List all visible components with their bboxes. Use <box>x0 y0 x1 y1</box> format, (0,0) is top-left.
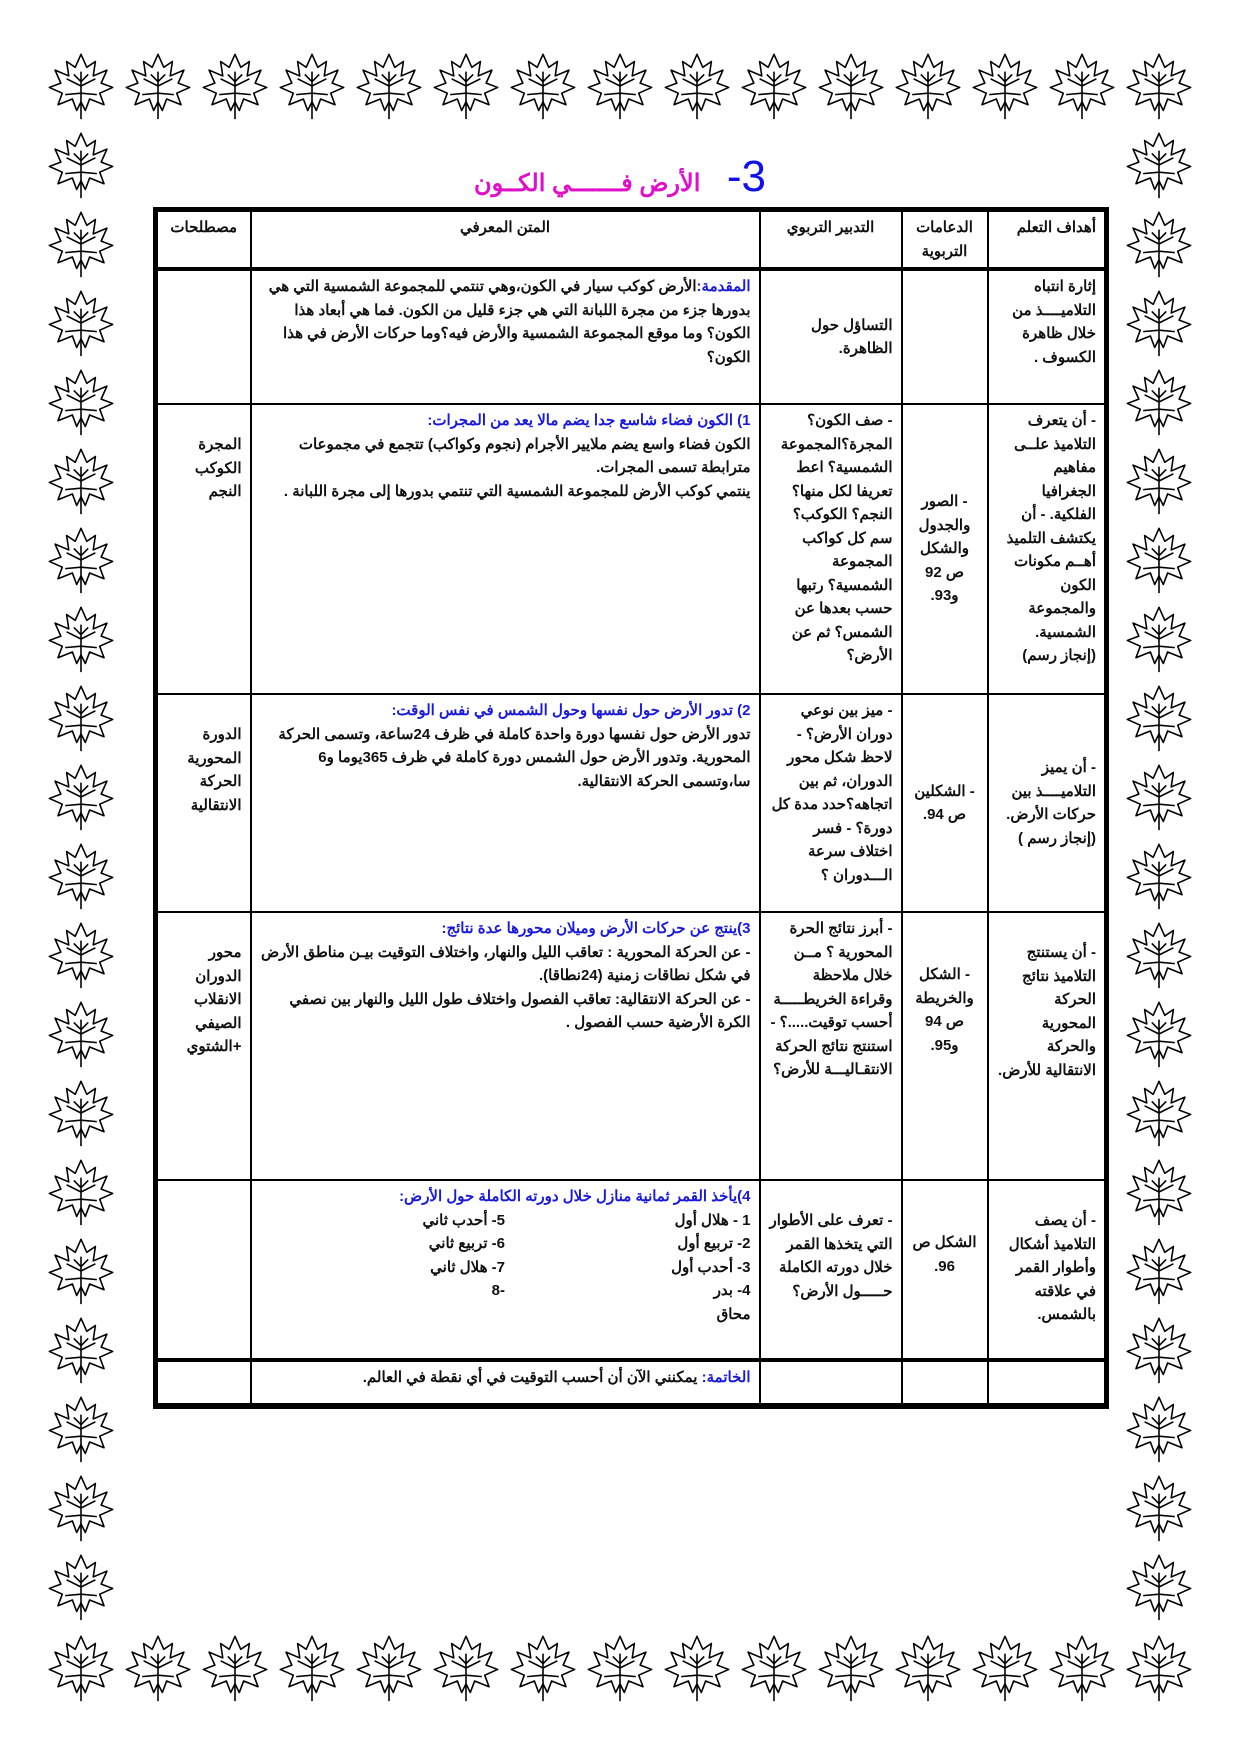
management-cell <box>760 1360 902 1406</box>
section-heading: 1) الكون فضاء شاسع جدا يضم مالا يعد من المجرات: <box>427 412 751 429</box>
maple-leaf-icon <box>1123 1472 1195 1544</box>
conclusion-row <box>156 1360 1107 1406</box>
maple-leaf-icon <box>45 50 117 122</box>
maple-leaf-icon <box>276 50 348 122</box>
content-paragraph: - عن الحركة الانتقالية: تعاقب الفصول واختلاف طول الليل والنهار بين نصفي الكرة الأرضية حسب الفصول . <box>289 990 751 1031</box>
supports-cell <box>902 269 988 404</box>
maple-leaf-icon <box>45 840 117 912</box>
management-cell: - أبرز نتائج الحرة المحورية ؟ مــن خلال ملاحظة وقراءة الخريطـــــة أحسب توقيت.....؟ - استنتج نتائج الحركة الانتقـاليـــة للأرض؟ <box>760 912 902 1180</box>
supports-cell: - الصور والجدول والشكل ص 92 و93. <box>902 404 988 694</box>
terms-cell: الدورة المحورية الحركة الانتقالية <box>156 694 251 912</box>
moon-phase: -8 <box>491 1282 505 1299</box>
maple-leaf-icon <box>1123 1235 1195 1307</box>
maple-leaf-icon <box>1123 1156 1195 1228</box>
table-row <box>156 912 1107 1180</box>
terms-cell: محور الدوران الانقلاب الصيفي +الشتوي <box>156 912 251 1180</box>
supports-cell <box>902 1360 988 1406</box>
lesson-plan-table <box>153 207 1109 1409</box>
supports-cell: - الشكل والخريطة ص 94 و95. <box>902 912 988 1180</box>
goals-cell: - أن يميز التلاميــــذ بين حركات الأرض. (إنجاز رسم ) <box>988 694 1107 912</box>
management-cell: - صف الكون؟ المجرة؟المجموعة الشمسية؟ اعط تعريفا لكل منها؟ النجم؟ الكوكب؟ سم كل كواكب المجموعة الشمسية؟ رتبها حسب بعدها عن الشمس؟ ثم عن الأرض؟ <box>760 404 902 694</box>
maple-leaf-icon <box>45 603 117 675</box>
maple-leaf-icon <box>353 50 425 122</box>
moon-phase: 3- أحدب أول <box>671 1258 751 1276</box>
moon-phase: 6- تربيع ثاني <box>428 1235 505 1252</box>
goals-cell: إثارة انتباه التلاميــــذ من خلال ظاهرة الكسوف . <box>988 269 1107 404</box>
conclusion-label: الخاتمة: <box>701 1369 751 1386</box>
moon-phase: 7- هلال ثاني <box>430 1258 505 1276</box>
maple-leaf-icon <box>45 1156 117 1228</box>
maple-leaf-icon <box>507 50 579 122</box>
moon-phases-column-2 <box>260 1209 506 1327</box>
intro-label: المقدمة: <box>696 278 751 295</box>
maple-leaf-icon <box>45 445 117 517</box>
maple-leaf-icon <box>1123 445 1195 517</box>
maple-leaf-icon <box>199 1632 271 1704</box>
maple-leaf-icon <box>1123 1077 1195 1149</box>
maple-leaf-icon <box>45 1314 117 1386</box>
maple-leaf-icon <box>430 1632 502 1704</box>
content-paragraph: - عن الحركة المحورية : تعاقب الليل والنهار، واختلاف التوقيت بيـن مناطق الأرض في شكل نطاقات زمنية (24نطاقا). <box>261 943 751 984</box>
maple-leaf-icon <box>122 50 194 122</box>
goals-cell: - أن يصف التلاميذ أشكال وأطوار القمر في علاقته بالشمس. <box>988 1180 1107 1360</box>
section-heading: 2) تدور الأرض حول نفسها وحول الشمس في نفس الوقت: <box>391 702 751 719</box>
maple-leaf-icon <box>1123 840 1195 912</box>
lesson-title-text: الأرض فـــــــي الكــون <box>474 170 701 197</box>
maple-leaf-icon <box>45 1632 117 1704</box>
maple-leaf-icon <box>1046 1632 1118 1704</box>
maple-leaf-icon <box>45 919 117 991</box>
maple-leaf-icon <box>584 1632 656 1704</box>
table-row <box>156 269 1107 404</box>
moon-phase: 1 - هلال أول <box>674 1211 751 1229</box>
maple-leaf-icon <box>892 50 964 122</box>
maple-leaf-icon <box>45 524 117 596</box>
moon-phase: 4- بدر <box>713 1282 751 1299</box>
supports-cell: - الشكلين ص 94. <box>902 694 988 912</box>
terms-cell <box>156 1180 251 1360</box>
section-heading: 4)يأخذ القمر ثمانية منازل خلال دورته الكاملة حول الأرض: <box>399 1188 751 1205</box>
maple-leaf-icon <box>45 287 117 359</box>
maple-leaf-icon <box>1123 998 1195 1070</box>
maple-leaf-icon <box>1123 1632 1195 1704</box>
maple-leaf-icon <box>892 1632 964 1704</box>
content-paragraph: الأرض كوكب سيار في الكون،وهي تنتمي للمجموعة الشمسية التي هي بدورها جزء من مجرة اللبانة التي هي جزء قليل من الكون. فما هي أبعاد هذا الكون؟ وما موقع المجموعة الشمسية والأرض فيه؟وما حركات الأرض في هذا الكون؟ <box>268 278 751 366</box>
maple-leaf-icon <box>122 1632 194 1704</box>
table-row <box>156 404 1107 694</box>
maple-leaf-icon <box>1123 603 1195 675</box>
section-heading: 3)ينتج عن حركات الأرض وميلان محورها عدة نتائج: <box>441 920 751 937</box>
moon-phase: 2- تربيع أول <box>677 1235 751 1252</box>
maple-leaf-icon <box>45 761 117 833</box>
goals-cell: - أن يستنتج التلاميذ نتائج الحركة المحورية والحركة الانتقالية للأرض. <box>988 912 1107 1180</box>
content-cell <box>251 912 760 1180</box>
maple-leaf-icon <box>1123 919 1195 991</box>
moon-phases-column-1 <box>505 1209 751 1327</box>
maple-leaf-icon <box>45 998 117 1070</box>
maple-leaf-icon <box>661 50 733 122</box>
header-supports: الدعامات التربوية <box>902 210 988 270</box>
maple-leaf-icon <box>430 50 502 122</box>
management-cell: - ميز بين نوعي دوران الأرض؟ - لاحظ شكل محور الدوران، ثم بين اتجاهه؟حدد مدة كل دورة؟ - فسر اختلاف سرعة الـــدوران ؟ <box>760 694 902 912</box>
conclusion-cell <box>251 1360 760 1406</box>
table-row <box>156 694 1107 912</box>
maple-leaf-icon <box>45 1393 117 1465</box>
content-cell <box>251 269 760 404</box>
maple-leaf-icon <box>1123 287 1195 359</box>
content-paragraph: تدور الأرض حول نفسها دورة واحدة كاملة في ظرف 24ساعة، وتسمى الحركة المحورية. وتدور الأرض حول الشمس دورة كاملة في ظرف 365يوما و6 سا،وتسمى الحركة الانتقالية. <box>278 725 751 790</box>
maple-leaf-icon <box>738 50 810 122</box>
maple-leaf-icon <box>45 1472 117 1544</box>
maple-leaf-icon <box>353 1632 425 1704</box>
maple-leaf-icon <box>1123 1314 1195 1386</box>
management-cell: التساؤل حول الظاهرة. <box>760 269 902 404</box>
maple-leaf-icon <box>507 1632 579 1704</box>
maple-leaf-icon <box>45 1235 117 1307</box>
moon-phase: 5- أحدب ثاني <box>422 1211 505 1229</box>
maple-leaf-icon <box>45 366 117 438</box>
goals-cell: - أن يتعرف التلاميذ علــى مفاهيم الجغرافيا الفلكية. - أن يكتشف التلميذ أهــم مكونات الكون والمجموعة الشمسية. (إنجاز رسم) <box>988 404 1107 694</box>
header-goals: أهداف التعلم <box>988 210 1107 270</box>
lesson-title <box>0 152 1240 202</box>
header-content: المتن المعرفي <box>251 210 760 270</box>
management-cell: - تعرف على الأطوار التي يتخذها القمر خلال دورته الكاملة حـــــول الأرض؟ <box>760 1180 902 1360</box>
moon-phases-list <box>260 1209 751 1327</box>
maple-leaf-icon <box>1123 1393 1195 1465</box>
content-paragraph: الكون فضاء واسع يضم ملايير الأجرام (نجوم وكواكب) تتجمع في مجموعات مترابطة تسمى المجرات. <box>298 435 751 476</box>
maple-leaf-icon <box>1123 50 1195 122</box>
maple-leaf-icon <box>199 50 271 122</box>
maple-leaf-icon <box>1123 761 1195 833</box>
maple-leaf-icon <box>45 682 117 754</box>
content-cell <box>251 404 760 694</box>
maple-leaf-icon <box>815 1632 887 1704</box>
terms-cell: المجرة الكوكب النجم <box>156 404 251 694</box>
maple-leaf-icon <box>276 1632 348 1704</box>
content-paragraph: ينتمي كوكب الأرض للمجموعة الشمسية التي تنتمي بدورها إلى مجرة اللبانة . <box>283 482 751 500</box>
header-management: التدبير التربوي <box>760 210 902 270</box>
maple-leaf-icon <box>1123 682 1195 754</box>
maple-leaf-icon <box>45 1077 117 1149</box>
content-cell <box>251 1180 760 1360</box>
table-row <box>156 1180 1107 1360</box>
terms-cell <box>156 269 251 404</box>
table-header-row <box>156 210 1107 270</box>
maple-leaf-icon <box>1123 524 1195 596</box>
maple-leaf-icon <box>661 1632 733 1704</box>
header-terms: مصطلحات <box>156 210 251 270</box>
content-cell <box>251 694 760 912</box>
maple-leaf-icon <box>1046 50 1118 122</box>
goals-cell <box>988 1360 1107 1406</box>
moon-phase: محاق <box>716 1305 751 1323</box>
maple-leaf-icon <box>1123 208 1195 280</box>
maple-leaf-icon <box>1123 1551 1195 1623</box>
maple-leaf-icon <box>969 1632 1041 1704</box>
maple-leaf-icon <box>584 50 656 122</box>
maple-leaf-icon <box>815 50 887 122</box>
maple-leaf-icon <box>45 1551 117 1623</box>
maple-leaf-icon <box>969 50 1041 122</box>
supports-cell: الشكل ص 96. <box>902 1180 988 1360</box>
maple-leaf-icon <box>738 1632 810 1704</box>
maple-leaf-icon <box>1123 366 1195 438</box>
lesson-number: 3- <box>726 152 766 201</box>
terms-cell <box>156 1360 251 1406</box>
conclusion-text: يمكنني الآن أن أحسب التوقيت في أي نقطة في العالم. <box>362 1369 698 1386</box>
maple-leaf-icon <box>45 208 117 280</box>
